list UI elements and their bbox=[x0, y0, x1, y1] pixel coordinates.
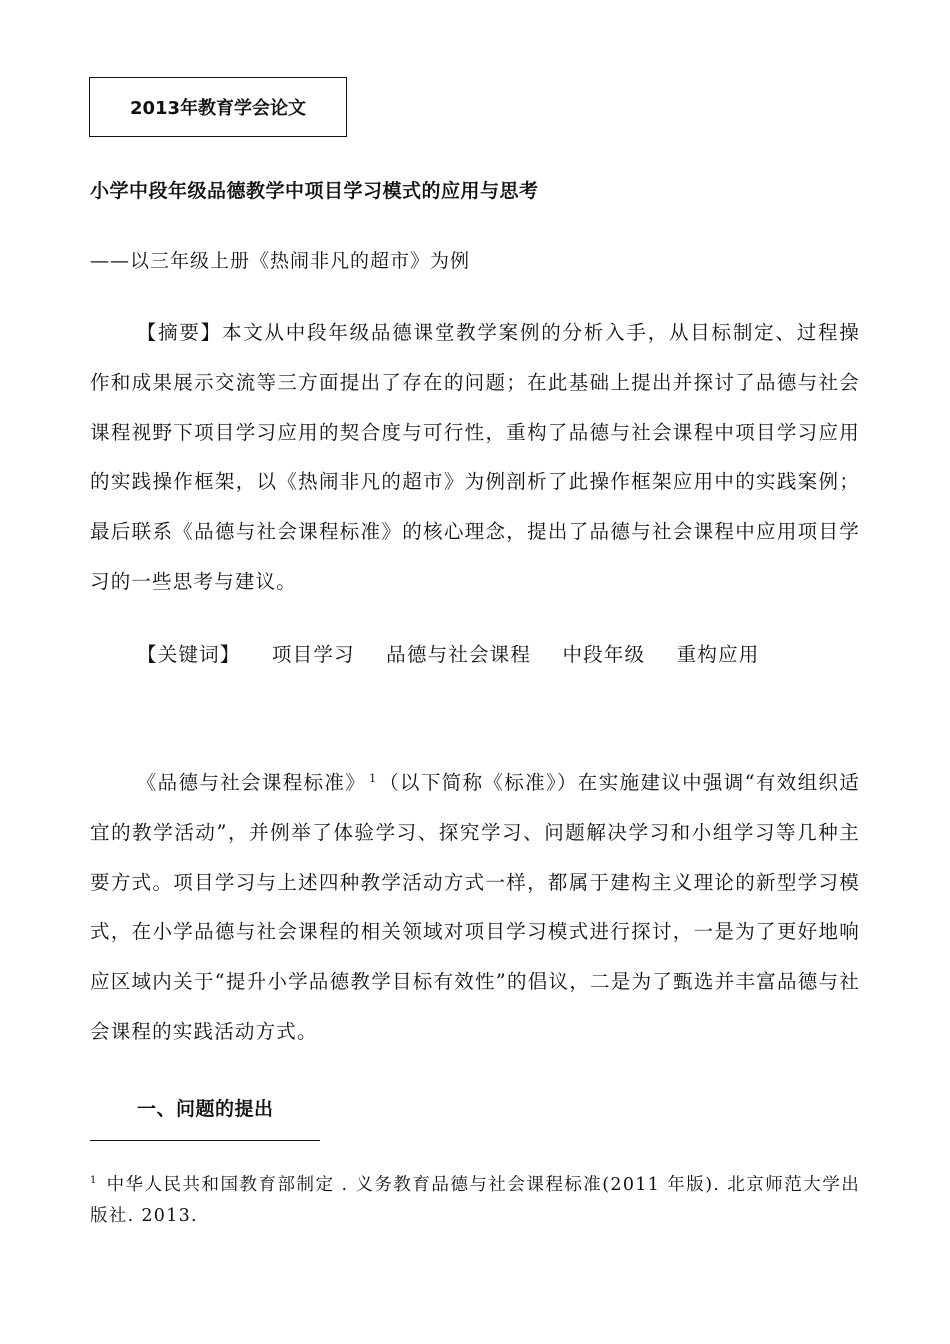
paper-title: 小学中段年级品德教学中项目学习模式的应用与思考 bbox=[90, 180, 539, 202]
keyword-item: 中段年级 bbox=[562, 643, 646, 666]
footnote-mark: 1 bbox=[90, 1175, 97, 1187]
footnote bbox=[90, 1170, 860, 1232]
keyword-item: 重构应用 bbox=[676, 643, 760, 666]
body-paragraph bbox=[90, 758, 860, 1057]
abstract-paragraph: 【摘要】本文从中段年级品德课堂教学案例的分析入手，从目标制定、过程操作和成果展示交流等三方面提出了存在的问题；在此基础上提出并探讨了品德与社会课程视野下项目学习应用的契合度与可行性，重构了品德与社会课程中项目学习应用的实践操作框架，以《热闹非凡的超市》为例剖析了此操作框架应用中的实践案例；最后联系《品德与社会课程标准》的核心理念，提出了品德与社会课程中应用项目学习的一些思考与建议。 bbox=[90, 321, 860, 593]
keywords-line bbox=[137, 639, 783, 667]
keyword-item: 品德与社会课程 bbox=[386, 643, 532, 666]
header-box bbox=[89, 77, 347, 137]
keyword-item: 项目学习 bbox=[271, 643, 355, 666]
paper-subtitle: ——以三年级上册《热闹非凡的超市》为例 bbox=[90, 250, 471, 272]
header-box-text: 2013年教育学会论文 bbox=[129, 98, 307, 119]
body-text-after-ref: （以下简称《标准》）在实施建议中强调“有效组织适宜的教学活动”，并例举了体验学习、探究学习、问题解决学习和小组学习等几种主要方式。项目学习与上述四种教学活动方式一样，都属于建构主义理论的新型学习模式，在小学品德与社会课程的相关领域对项目学习模式进行探讨，一是为了更好地响应区域内关于“提升小学品德教学目标有效性”的倡议，二是为了甄选并丰富品德与社会课程的实践活动方式。 bbox=[90, 771, 860, 1043]
body-text-before-ref: 《品德与社会课程标准》 bbox=[136, 771, 367, 794]
footnote-text: 中华人民共和国教育部制定 . 义务教育品德与社会课程标准(2011 年版). 北京师范大学出版社. 2013. bbox=[90, 1175, 860, 1226]
keywords-label: 【关键词】 bbox=[137, 643, 241, 666]
section-heading: 一、问题的提出 bbox=[137, 1098, 274, 1120]
footnote-separator bbox=[90, 1140, 320, 1141]
footnote-reference: 1 bbox=[369, 771, 377, 785]
